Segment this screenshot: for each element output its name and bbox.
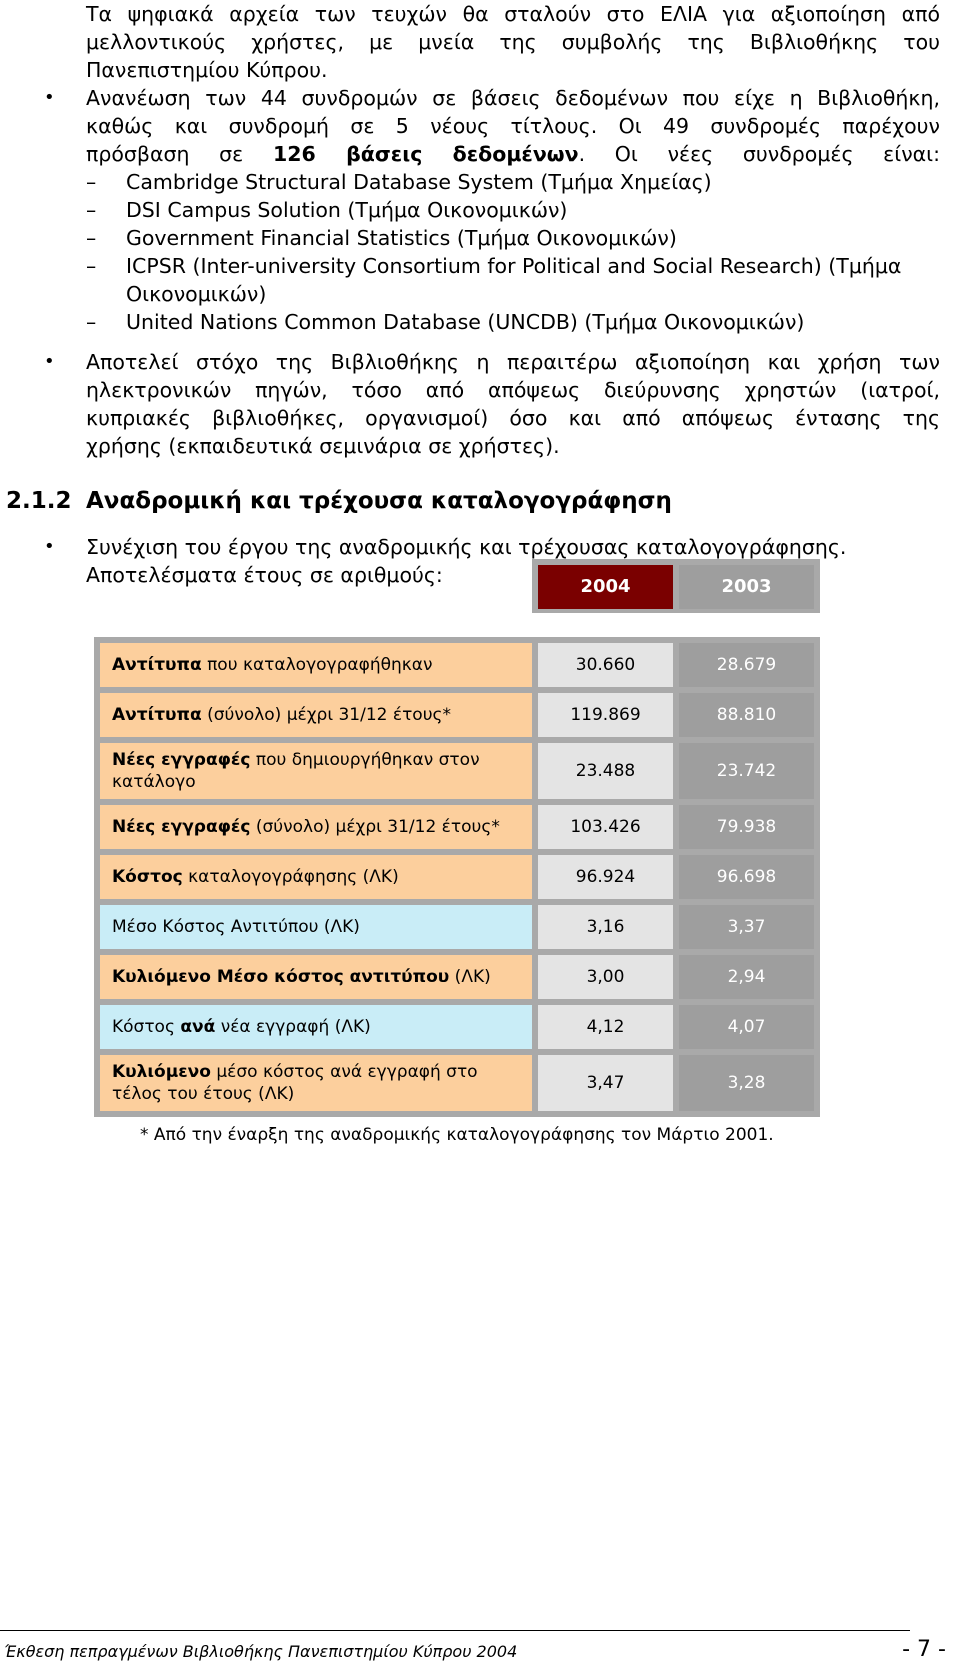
label-text: μέσο κόστος ανά εγγραφή στο τέλος του έτους (ΛΚ) — [112, 1062, 478, 1104]
dash-marker: – — [86, 254, 97, 278]
table-cell-2003: 2,94 — [679, 955, 814, 999]
section-title: Αναδρομική και τρέχουσα καταλογογράφηση — [86, 488, 672, 514]
bullet-paragraph-databases — [86, 84, 940, 168]
label-bold-text: Νέες εγγραφές — [112, 750, 251, 770]
table-row-label-text — [112, 966, 491, 988]
bullet-line: χρήσης (εκπαιδευτικά σεμινάρια σε χρήστες). — [86, 434, 560, 458]
label-text: νέα εγγραφή (ΛΚ) — [215, 1017, 371, 1037]
bullet-line: Συνέχιση του έργου της αναδρομικής και τρέχουσας καταλογογράφησης. — [86, 535, 847, 559]
label-text: Κόστος — [112, 1017, 181, 1037]
footer-title: Έκθεση πεπραγμένων Βιβλιοθήκης Πανεπιστημίου Κύπρου 2004 — [4, 1642, 518, 1661]
column-header-2004: 2004 — [538, 565, 673, 609]
table-row-label — [100, 955, 532, 999]
list-item — [86, 196, 940, 224]
label-text: Μέσο Κόστος Αντιτύπου (ΛΚ) — [112, 917, 360, 937]
bullet-marker: • — [44, 536, 55, 557]
table-row-label-text — [112, 1016, 371, 1038]
subscriptions-list — [86, 168, 940, 336]
bullet-marker: • — [44, 351, 55, 372]
label-text: (σύνολο) μέχρι 31/12 έτους* — [250, 817, 500, 837]
table-row-label-text — [112, 816, 500, 838]
intro-paragraph — [86, 0, 940, 84]
dash-marker: – — [86, 310, 97, 334]
intro-line: Τα ψηφιακά αρχεία των τευχών θα σταλούν στο ΕΛΙΑ για αξιοποίηση από — [86, 2, 940, 26]
page-number: - 7 - — [902, 1637, 946, 1662]
label-bold-text: ανά — [180, 1017, 216, 1037]
dash-marker: – — [86, 170, 97, 194]
table-row-label — [100, 855, 532, 899]
table-row-label — [100, 1055, 532, 1111]
intro-line: μελλοντικούς χρήστες, με μνεία της συμβολής της Βιβλιοθήκης του — [86, 30, 940, 54]
label-text: (ΛΚ) — [449, 967, 491, 987]
column-header-2003: 2003 — [679, 565, 814, 609]
table-row-label-text — [112, 654, 432, 676]
list-item — [86, 308, 940, 336]
table-row-label — [100, 743, 532, 799]
table-cell-2003: 3,28 — [679, 1055, 814, 1111]
table-cell-2004: 119.869 — [538, 693, 673, 737]
footer-divider — [0, 1630, 910, 1631]
bullet-marker: • — [44, 87, 55, 108]
label-text: που καταλογογραφήθηκαν — [201, 655, 433, 675]
bullet-line: Αποτελέσματα έτους σε αριθμούς: — [86, 563, 443, 587]
label-bold-text: Κυλιόμενο Μέσο κόστος αντιτύπου — [112, 967, 450, 987]
table-row-label-text — [112, 1061, 520, 1105]
label-bold-text: Νέες εγγραφές — [112, 817, 251, 837]
table-cell-2003: 23.742 — [679, 743, 814, 799]
dash-marker: – — [86, 226, 97, 250]
table-row-label-text — [112, 749, 520, 793]
table-row-label-text — [112, 916, 360, 938]
list-item-text: ICPSR (Inter-university Consortium for Political and Social Research) (Τμήμα Οικονομικών) — [126, 254, 902, 306]
bullet-line: ηλεκτρονικών πηγών, τόσο από απόψεως διεύρυνσης χρηστών (ιατροί, — [86, 378, 940, 402]
table-cell-2004: 3,47 — [538, 1055, 673, 1111]
dash-marker: – — [86, 198, 97, 222]
table-cell-2004: 96.924 — [538, 855, 673, 899]
table-cell-2004: 23.488 — [538, 743, 673, 799]
bullet-line: κυπριακές βιβλιοθήκες, οργανισμοί) όσο και από απόψεως έντασης της — [86, 406, 940, 430]
bullet-line: Αποτελεί στόχο της Βιβλιοθήκης η περαιτέρω αξιοποίηση και χρήση των — [86, 350, 940, 374]
table-row-label-text — [112, 866, 399, 888]
bullet-text: πρόσβαση σε — [86, 142, 273, 166]
list-item-text: United Nations Common Database (UNCDB) (Τμήμα Οικονομικών) — [126, 310, 805, 334]
table-cell-2003: 4,07 — [679, 1005, 814, 1049]
section-number: 2.1.2 — [6, 488, 72, 514]
label-text: (σύνολο) μέχρι 31/12 έτους* — [201, 705, 452, 725]
list-item-text: Government Financial Statistics (Τμήμα Οικονομικών) — [126, 226, 677, 250]
table-cell-2004: 4,12 — [538, 1005, 673, 1049]
table-cell-2003: 88.810 — [679, 693, 814, 737]
table-cell-2004: 30.660 — [538, 643, 673, 687]
table-row-label — [100, 905, 532, 949]
table-row-label-text — [112, 704, 451, 726]
label-bold-text: Αντίτυπα — [112, 655, 202, 675]
bullet-text: . Οι νέες συνδρομές είναι: — [578, 142, 941, 166]
bullet-paragraph-goal — [86, 348, 940, 460]
bullet-line: καθώς και συνδρομή σε 5 νέους τίτλους. Οι 49 συνδρομές παρέχουν — [86, 114, 940, 138]
label-bold-text: Κυλιόμενο — [112, 1062, 211, 1082]
intro-line: Πανεπιστημίου Κύπρου. — [86, 58, 328, 82]
table-cell-2003: 3,37 — [679, 905, 814, 949]
bullet-bold-text: 126 βάσεις δεδομένων — [272, 142, 579, 166]
table-cell-2004: 3,00 — [538, 955, 673, 999]
table-cell-2003: 79.938 — [679, 805, 814, 849]
table-cell-2004: 3,16 — [538, 905, 673, 949]
bullet-line: Ανανέωση των 44 συνδρομών σε βάσεις δεδομένων που είχε η Βιβλιοθήκη, — [86, 86, 940, 110]
label-text: που δημιουργήθηκαν στον κατάλογο — [112, 750, 480, 792]
table-cell-2003: 28.679 — [679, 643, 814, 687]
list-item — [86, 168, 940, 196]
list-item — [86, 252, 940, 308]
table-cell-2003: 96.698 — [679, 855, 814, 899]
table-row-label — [100, 1005, 532, 1049]
cataloguing-statistics-table — [98, 576, 847, 1117]
table-row-label — [100, 805, 532, 849]
table-row-label — [100, 643, 532, 687]
table-cell-2004: 103.426 — [538, 805, 673, 849]
table-row-label — [100, 693, 532, 737]
label-bold-text: Αντίτυπα — [112, 705, 202, 725]
list-item-text: Cambridge Structural Database System (Τμήμα Χημείας) — [126, 170, 712, 194]
label-text: καταλογογράφησης (ΛΚ) — [182, 867, 399, 887]
list-item-text: DSI Campus Solution (Τμήμα Οικονομικών) — [126, 198, 568, 222]
bullet-line — [86, 140, 940, 168]
list-item — [86, 224, 940, 252]
section-heading — [6, 485, 672, 517]
label-bold-text: Κόστος — [112, 867, 183, 887]
table-footnote: * Από την έναρξη της αναδρομικής καταλογογράφησης τον Μάρτιο 2001. — [140, 1125, 774, 1145]
